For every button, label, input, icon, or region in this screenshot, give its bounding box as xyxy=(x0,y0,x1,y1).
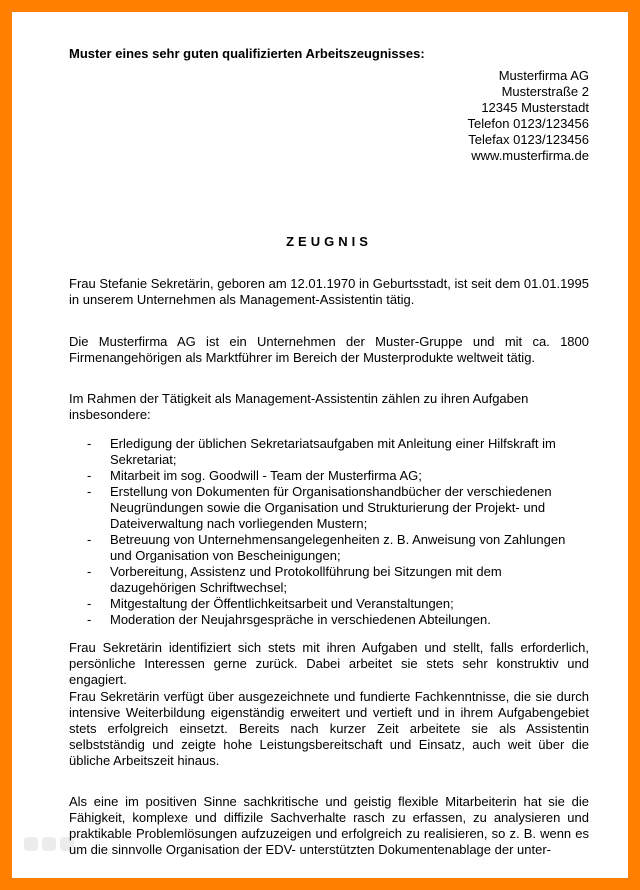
critical-paragraph: Als eine im positiven Sinne sachkritische und geistig flexible Mitarbeiterin hat sie die Fähigkeit, komplexe und diffizile Sachverhalte rasch zu erfassen, zu analysieren und praktikable Problemlösungen aufzuzeigen und erfolgreich zu realisieren, so z. B. wenn es um die sinnvolle Organisation der EDV- unterstützten Dokumentenablage der unter- xyxy=(69,794,589,857)
company-paragraph: Die Musterfirma AG ist ein Unternehmen der Muster-Gruppe und mit ca. 1800 Firmenangehörigen als Marktführer im Bereich der Musterprodukte weltweit tätig. xyxy=(69,334,589,365)
address-line-street: Musterstraße 2 xyxy=(501,84,589,99)
identify-paragraph: Frau Sekretärin identifiziert sich stets mit ihren Aufgaben und stellt, falls erforderlich, persönliche Interessen gerne zurück. Dabei arbeitet sie stets sehr konstruktiv und engagiert. xyxy=(69,640,589,687)
list-item xyxy=(69,564,589,596)
address-line-website: www.musterfirma.de xyxy=(471,148,589,163)
address-line-fax: Telefax 0123/123456 xyxy=(468,132,589,147)
bullet-dash: - xyxy=(87,564,92,579)
document-page xyxy=(12,12,628,878)
knowledge-paragraph: Frau Sekretärin verfügt über ausgezeichnete und fundierte Fachkenntnisse, die sie durch intensive Weiterbildung eigenständig erweitert und vertieft und in ihrem Aufgabengebiet stets erfolgreich einsetzt. Bereits nach kurzer Zeit arbeitete sie als Assistentin selbstständig und zeigte hohe Leistungsbereitschaft und Einsatz, auch weit über die übliche Arbeitszeit hinaus. xyxy=(69,689,589,768)
list-item xyxy=(69,532,589,564)
list-item xyxy=(69,596,589,612)
tasks-list xyxy=(69,436,589,628)
task-text: Vorbereitung, Assistenz und Protokollführung bei Sitzungen mit dem dazugehörigen Schriftwechsel; xyxy=(110,564,502,595)
address-line-city: 12345 Musterstadt xyxy=(481,100,589,115)
list-item xyxy=(69,436,589,468)
list-item xyxy=(69,484,589,532)
watermark-icon xyxy=(24,837,184,863)
address-line-company: Musterfirma AG xyxy=(498,68,589,83)
task-text: Betreuung von Unternehmensangelegenheiten z. B. Anweisung von Zahlungen und Organisation von Bescheinigungen; xyxy=(110,532,566,563)
bullet-dash: - xyxy=(87,484,92,499)
company-address xyxy=(468,68,589,164)
address-line-phone: Telefon 0123/123456 xyxy=(467,116,589,131)
bullet-dash: - xyxy=(87,596,92,611)
list-item xyxy=(69,612,589,628)
task-text: Mitgestaltung der Öffentlichkeitsarbeit und Veranstaltungen; xyxy=(110,596,454,611)
list-item xyxy=(69,468,589,484)
task-text: Erstellung von Dokumenten für Organisationshandbücher der verschiedenen Neugründungen sowie die Organisation und Strukturierung der Projekt- und Dateiverwaltung nach vorliegenden Mustern; xyxy=(110,484,552,531)
bullet-dash: - xyxy=(87,532,92,547)
tasks-intro-paragraph: Im Rahmen der Tätigkeit als Management-Assistentin zählen zu ihren Aufgaben insbesondere: xyxy=(69,391,529,422)
task-text: Moderation der Neujahrsgespräche in verschiedenen Abteilungen. xyxy=(110,612,491,627)
task-text: Mitarbeit im sog. Goodwill - Team der Musterfirma AG; xyxy=(110,468,422,483)
document-heading: Muster eines sehr guten qualifizierten Arbeitszeugnisses: xyxy=(69,46,425,61)
bullet-dash: - xyxy=(87,468,92,483)
bullet-dash: - xyxy=(87,612,92,627)
document-title: ZEUGNIS xyxy=(286,234,372,249)
task-text: Erledigung der üblichen Sekretariatsaufgaben mit Anleitung einer Hilfskraft im Sekretariat; xyxy=(110,436,556,467)
intro-paragraph: Frau Stefanie Sekretärin, geboren am 12.01.1970 in Geburtsstadt, ist seit dem 01.01.1995 in unserem Unternehmen als Management-Assistentin tätig. xyxy=(69,276,589,307)
bullet-dash: - xyxy=(87,436,92,451)
